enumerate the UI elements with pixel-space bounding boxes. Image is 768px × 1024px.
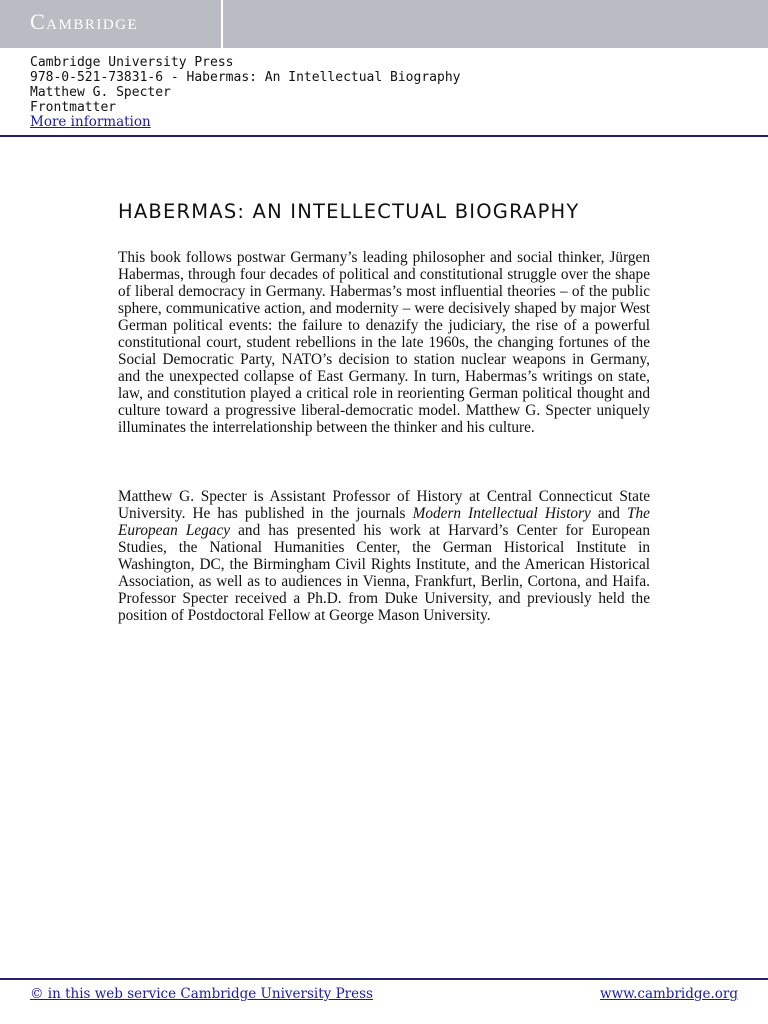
book-description-paragraph: This book follows postwar Germany’s leading philosopher and social thinker, Jürgen Habermas, through four decades of political and constitutional struggle over the shape of liberal democracy in Germany. Habermas’s most influential theories – of the public sphere, communicative action, and modernity – were decisively shaped by major West German political events: the failure to denazify the judiciary, the rise of a powerful constitutional court, student rebellions in the late 1960s, the changing fortunes of the Social Democratic Party, NATO’s decision to station nuclear weapons in Germany, and the unexpected collapse of East Germany. In turn, Habermas’s writings on state, law, and constitution played a critical role in reorienting German political thought and culture toward a progressive liberal-democratic model. Matthew G. Specter uniquely illuminates the interrelationship between the thinker and his culture. xyxy=(118,249,650,436)
header-divider-rule xyxy=(0,135,768,137)
author-line: Matthew G. Specter xyxy=(30,85,171,100)
isbn-title-line: 978-0-521-73831-6 - Habermas: An Intellectual Biography xyxy=(30,70,461,85)
banner-divider xyxy=(221,0,223,48)
journal-title-2: The European Legacy xyxy=(118,505,650,539)
bio-text-part2: and xyxy=(590,505,628,522)
footer-divider-rule xyxy=(0,978,768,980)
more-information-link[interactable]: More information xyxy=(30,114,151,130)
copyright-link[interactable]: © in this web service Cambridge University Press xyxy=(30,986,373,1002)
bio-text-part1: Matthew G. Specter is Assistant Professor of History at Central Connecticut State University. He has published in the journals xyxy=(118,488,650,522)
section-line: Frontmatter xyxy=(30,100,117,115)
cambridge-logo: Cambridge xyxy=(30,9,139,34)
book-metadata xyxy=(30,55,460,130)
author-bio-paragraph xyxy=(118,488,650,624)
publisher-line: Cambridge University Press xyxy=(30,55,234,70)
cambridge-banner xyxy=(0,0,768,48)
journal-title-1: Modern Intellectual History xyxy=(412,505,591,522)
cambridge-website-link[interactable]: www.cambridge.org xyxy=(600,986,738,1002)
bio-text-part3: and has presented his work at Harvard’s Center for European Studies, the National Humanities Center, the German Historical Institute in Washington, DC, the Birmingham Civil Rights Institute, and the American Historical Association, as well as to audiences in Vienna, Frankfurt, Berlin, Cortona, and Haifa. Professor Specter received a Ph.D. from Duke University, and previously held the position of Postdoctoral Fellow at George Mason University. xyxy=(118,522,650,624)
page-title: HABERMAS: AN INTELLECTUAL BIOGRAPHY xyxy=(118,200,580,223)
